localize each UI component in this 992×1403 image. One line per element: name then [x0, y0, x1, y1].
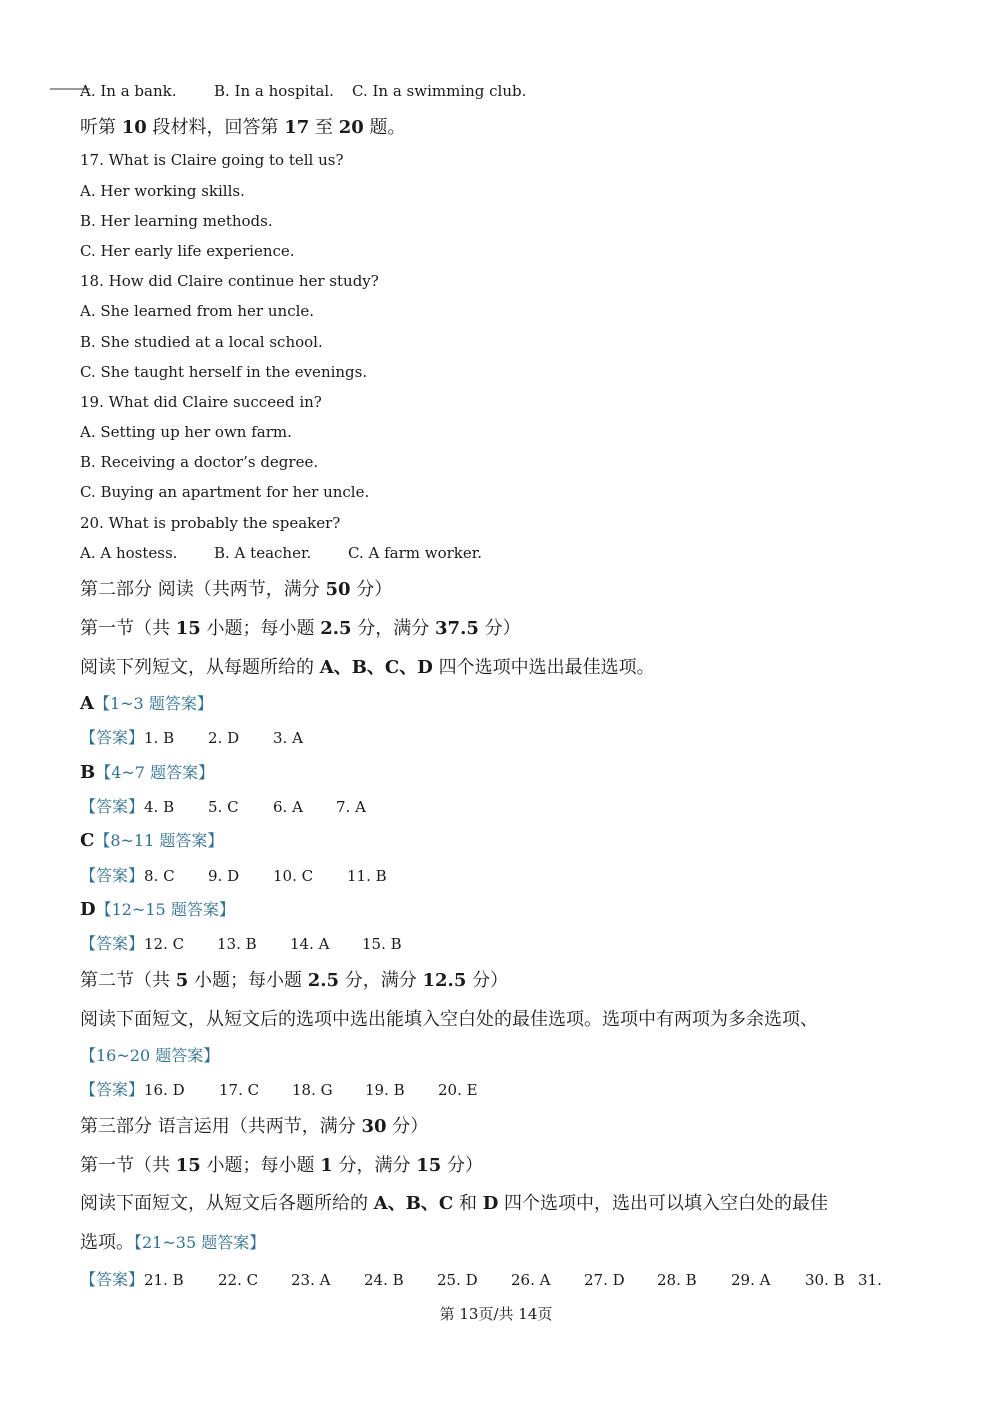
- section3-instructions-cont: 选项。【21~35 题答案】: [80, 1232, 266, 1253]
- section3-instructions: 阅读下面短文，从短文后各题所给的 A、B、C 和 D 四个选项中，选出可以填入空白处的最佳: [80, 1193, 829, 1214]
- block-d-answers: 【答案】12. C 13. B 14. A 15. B: [80, 934, 402, 953]
- question-17: 17. What is Claire going to tell us?: [80, 151, 344, 169]
- block-a-answers: 【答案】1. B 2. D 3. A: [80, 728, 303, 747]
- q20-option-a: A. A hostess.: [80, 544, 178, 562]
- block-c-header: C【8~11 题答案】: [80, 830, 224, 851]
- answer-label: 【答案】: [80, 866, 145, 885]
- block16-answers: 【答案】16. D 17. C 18. G 19. B 20. E: [80, 1080, 478, 1099]
- q17-option-b: B. Her learning methods.: [80, 212, 273, 230]
- question-19: 19. What did Claire succeed in?: [80, 393, 322, 411]
- q16-options: [80, 82, 526, 100]
- block-b-answers: 【答案】4. B 5. C 6. A 7. A: [80, 797, 366, 816]
- question-20: 20. What is probably the speaker?: [80, 514, 341, 532]
- q19-option-b: B. Receiving a doctor’s degree.: [80, 453, 319, 471]
- q19-option-c: C. Buying an apartment for her uncle.: [80, 483, 370, 501]
- block-d-header: D【12~15 题答案】: [80, 899, 235, 920]
- part3-heading: 第三部分 语言运用（共两节，满分 30 分）: [80, 1116, 429, 1137]
- part2-heading: 第二部分 阅读（共两节，满分 50 分）: [80, 579, 393, 600]
- answer-label: 【答案】: [80, 1080, 145, 1099]
- q20-option-b: B. A teacher.: [214, 544, 312, 562]
- option-c: C. In a swimming club.: [352, 82, 527, 100]
- section2-heading: 第二节（共 5 小题；每小题 2.5 分，满分 12.5 分）: [80, 970, 509, 991]
- section2-instructions: 阅读下面短文，从短文后的选项中选出能填入空白处的最佳选项。选项中有两项为多余选项、: [80, 1009, 818, 1030]
- q20-option-c: C. A farm worker.: [348, 544, 483, 562]
- q17-option-c: C. Her early life experience.: [80, 242, 295, 260]
- page-number: 第 13页/共 14页: [439, 1305, 553, 1323]
- question-18: 18. How did Claire continue her study?: [80, 272, 379, 290]
- option-b: B. In a hospital.: [214, 82, 334, 100]
- block-b-header: B【4~7 题答案】: [80, 762, 215, 783]
- block21-answers: 【答案】21. B 22. C 23. A 24. B 25. D 26. A 27. D 28. B 29. A 30. B 31.: [80, 1270, 882, 1289]
- reading-instructions: 阅读下列短文，从每题所给的 A、B、C、D 四个选项中选出最佳选项。: [80, 657, 655, 678]
- q17-option-a: A. Her working skills.: [80, 182, 245, 200]
- section3-heading: 第一节（共 15 小题；每小题 1 分，满分 15 分）: [80, 1155, 484, 1176]
- section10-heading: 听第 10 段材料，回答第 17 至 20 题。: [80, 117, 406, 138]
- block-c-answers: 【答案】8. C 9. D 10. C 11. B: [80, 866, 387, 885]
- block16-header: 【16~20 题答案】: [80, 1046, 220, 1065]
- q18-option-b: B. She studied at a local school.: [80, 333, 323, 351]
- section1-heading: 第一节（共 15 小题；每小题 2.5 分，满分 37.5 分）: [80, 618, 521, 639]
- q19-option-a: A. Setting up her own farm.: [80, 423, 292, 441]
- q20-options: [80, 544, 482, 562]
- answer-label: 【答案】: [80, 797, 145, 816]
- block-a-header: A【1~3 题答案】: [80, 693, 213, 714]
- q18-option-c: C. She taught herself in the evenings.: [80, 363, 368, 381]
- answer-label: 【答案】: [80, 934, 145, 953]
- answer-label: 【答案】: [80, 1270, 145, 1289]
- answer-label: 【答案】: [80, 728, 145, 747]
- option-a: A. In a bank.: [80, 82, 177, 100]
- q18-option-a: A. She learned from her uncle.: [80, 302, 315, 320]
